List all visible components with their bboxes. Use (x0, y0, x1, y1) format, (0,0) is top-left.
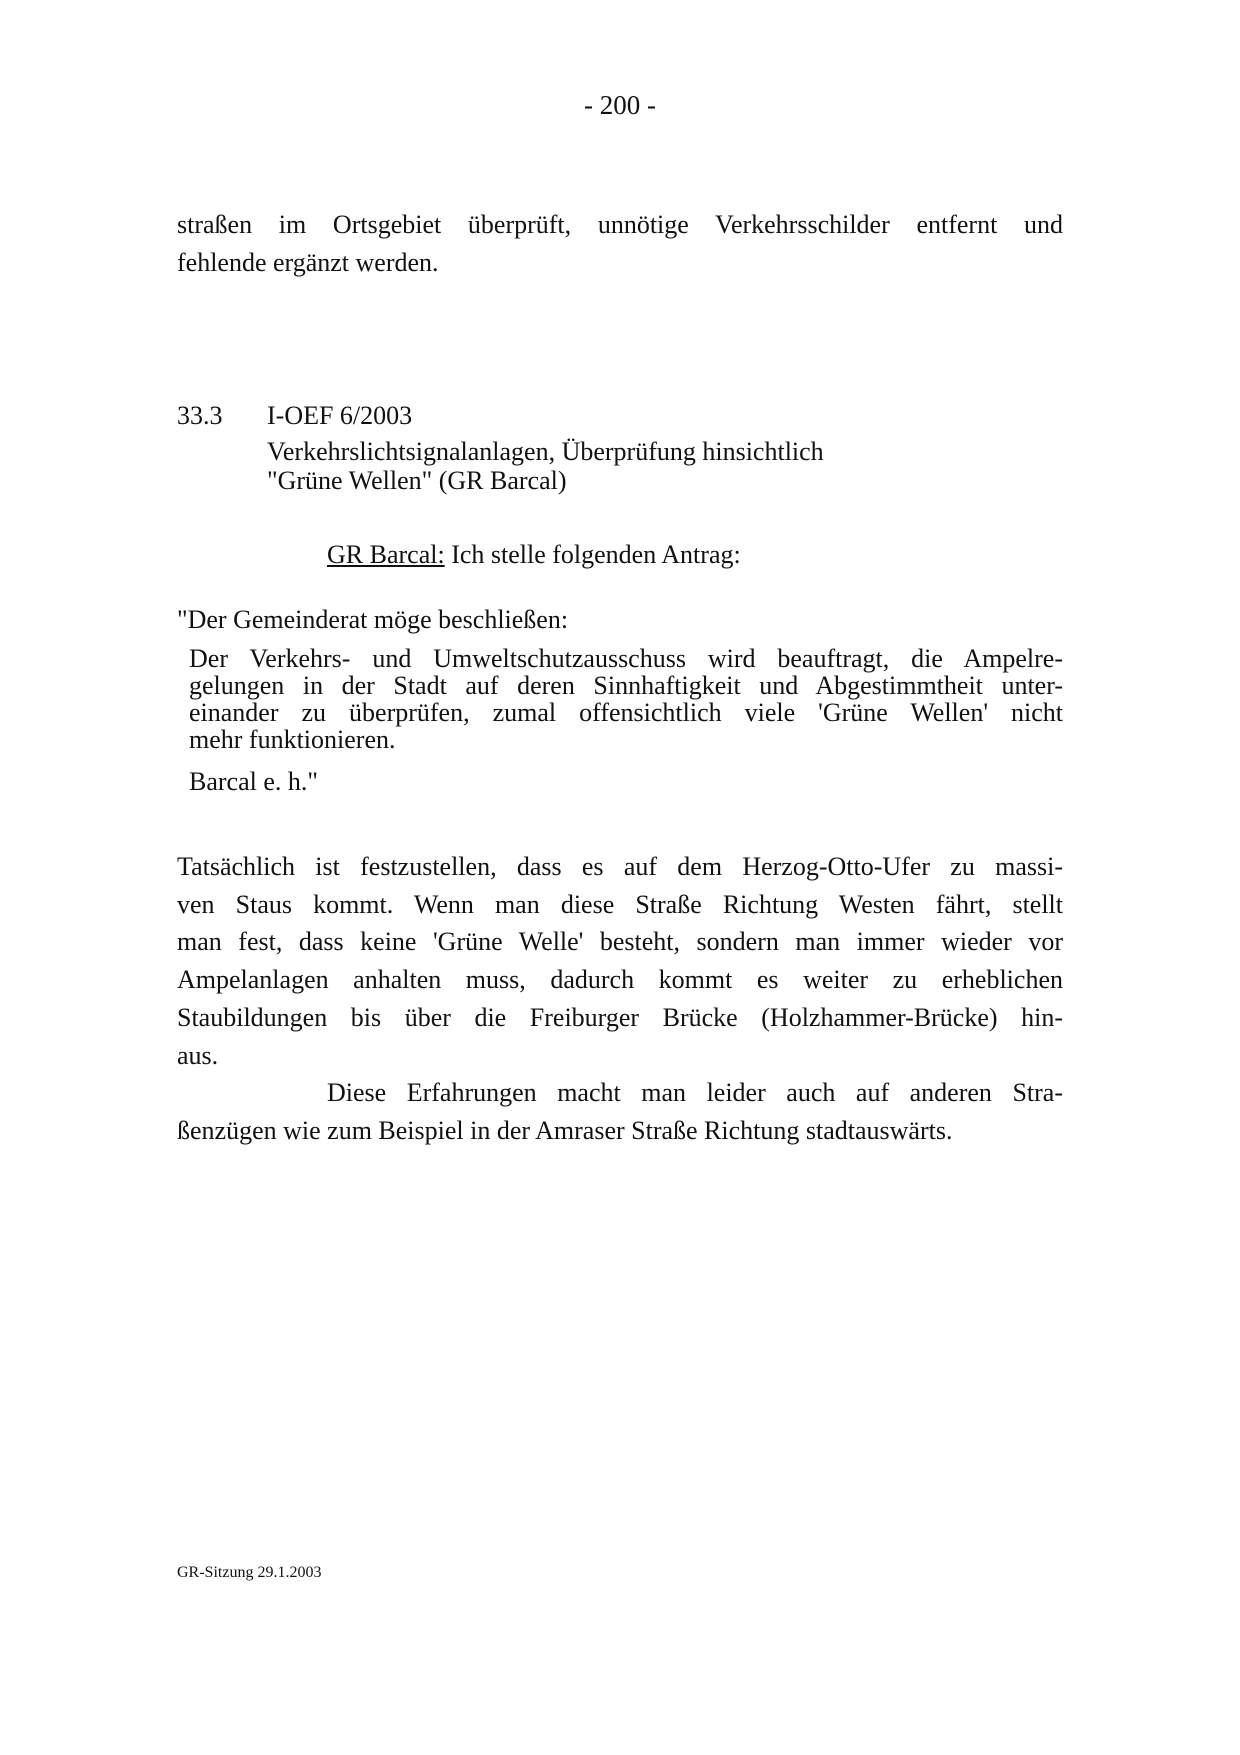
intro-line: straßen im Ortsgebiet überprüft, unnötige Verkehrsschilder entfernt und (177, 210, 1063, 239)
motion-line: gelungen in der Stadt auf deren Sinnhaftigkeit und Abgestimmtheit unter- (189, 671, 1063, 700)
body-line: aus. (177, 1040, 219, 1070)
motion-intro: "Der Gemeinderat möge beschließen: (177, 605, 569, 634)
body-line: Staubildungen bis über die Freiburger Brücke (Holzhammer-Brücke) hin- (177, 1002, 1063, 1032)
body-line: man fest, dass keine 'Grüne Welle' besteht, sondern man immer wieder vor (177, 927, 1063, 957)
speaker-statement: Ich stelle folgenden Antrag: (444, 540, 741, 569)
motion-line: mehr funktionieren. (189, 725, 396, 754)
motion-line: einander zu überprüfen, zumal offensichtlich viele 'Grüne Wellen' nicht (189, 698, 1063, 727)
agenda-item-title-line: Verkehrslichtsignalanlagen, Überprüfung hinsichtlich (267, 437, 824, 466)
body-line: ßenzügen wie zum Beispiel in der Amraser Straße Richtung stadtauswärts. (177, 1115, 953, 1145)
body-line: Tatsächlich ist festzustellen, dass es auf dem Herzog-Otto-Ufer zu massi- (177, 852, 1063, 881)
motion-text (189, 645, 1063, 753)
speaker-line (327, 536, 741, 574)
body-line: ven Staus kommt. Wenn man diese Straße Richtung Westen fährt, stellt (177, 889, 1063, 919)
page-number: - 200 - (584, 90, 656, 120)
motion-signature: Barcal e. h." (189, 767, 318, 796)
motion-line: Der Verkehrs- und Umweltschutzausschuss wird beauftragt, die Ampelre- (189, 644, 1063, 673)
agenda-item-number: 33.3 (177, 401, 223, 430)
agenda-item-title-line: "Grüne Wellen" (GR Barcal) (267, 466, 567, 495)
body-line: Diese Erfahrungen macht man leider auch auf anderen Stra- (327, 1078, 1063, 1108)
footer-session-date: GR-Sitzung 29.1.2003 (177, 1564, 322, 1581)
agenda-item-code: I-OEF 6/2003 (267, 401, 413, 430)
intro-paragraph (177, 206, 1063, 282)
body-line: Ampelanlagen anhalten muss, dadurch kommt es weiter zu erheblichen (177, 965, 1063, 995)
intro-line: fehlende ergänzt werden. (177, 248, 439, 277)
agenda-item-title (267, 437, 824, 495)
body-text (177, 848, 1063, 1150)
speaker-name: GR Barcal: (327, 540, 445, 569)
